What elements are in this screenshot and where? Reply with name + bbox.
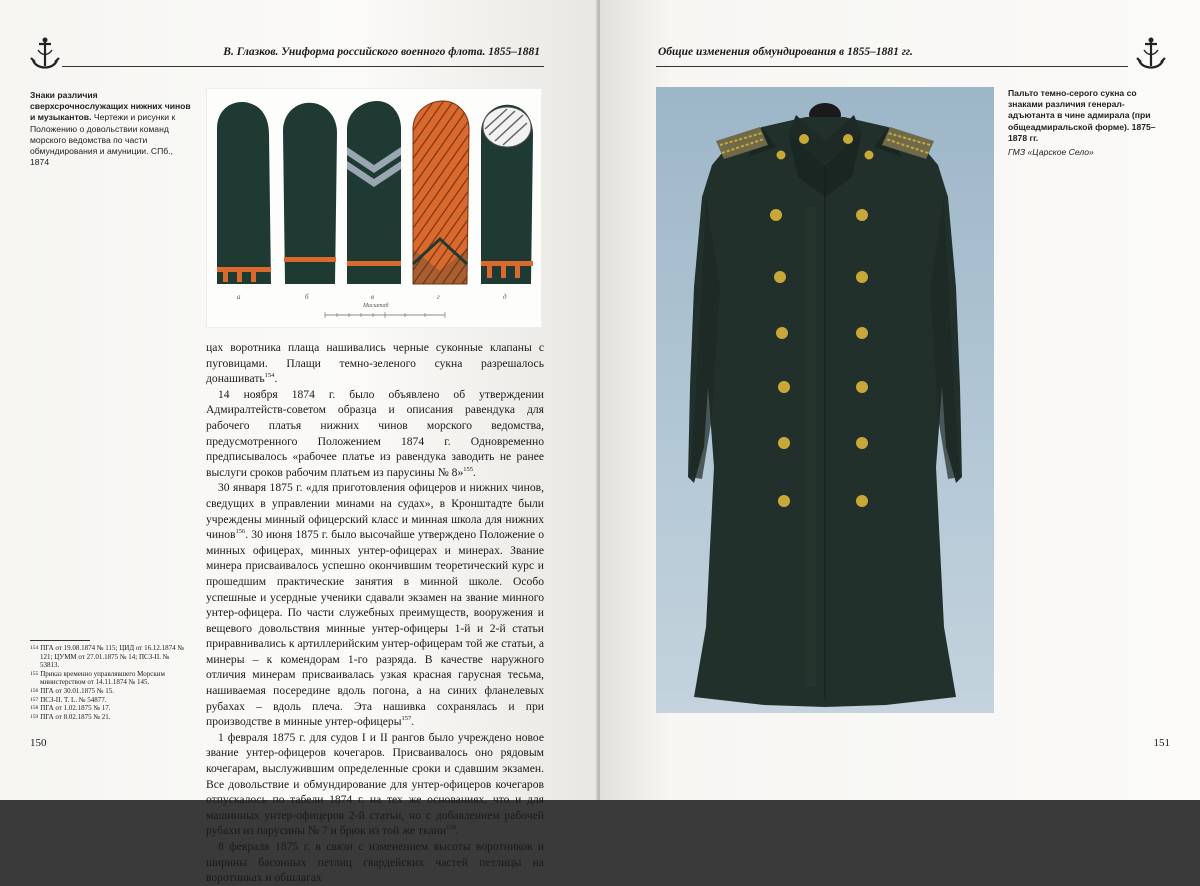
anchor-ornament-icon bbox=[28, 36, 62, 76]
paragraph: 1 февраля 1875 г. для судов I и II рангов было учреждено новое звание унтер-офицеров кочегаров. Присваивалось оно рядовым кочегарам, выслужившим определенные сроки и сдавшим экзамен. Все довольствие и обмундирование для унтер-офицеров кочегаров отпускалось по табели 1874 г. на тех же основаниях, что и для машинных унтер-офицеров 2-й статьи, но с добавлением рабочей рубахи из парусины № 7 и брюк из той же ткани$^{158}$. bbox=[206, 730, 544, 838]
shoulder-strap-illustration bbox=[207, 89, 543, 329]
footnote: $^{155}$ Приказ временно управлявшего Морским министерством от 14.11.1874 № 145. bbox=[30, 669, 165, 687]
strap-letter: б bbox=[305, 293, 309, 301]
scale-label: Масштаб bbox=[363, 303, 389, 309]
anchor-ornament-icon bbox=[1134, 36, 1168, 76]
strap-d bbox=[413, 101, 469, 284]
footnote: $^{157}$ ПСЗ-II. Т. L. № 54877. bbox=[30, 695, 107, 704]
caption-title: Знаки различия сверхсрочнослужащих нижних чинов и музыкантов. bbox=[30, 90, 191, 123]
caption-text: Чертежи и рисунки к Положению о довольствии команд морского ведомства по части обмундирования и амуниции. СПб., 1874 bbox=[30, 112, 176, 168]
footnotes bbox=[30, 644, 190, 721]
running-head: Общие изменения обмундирования в 1855–1881 гг. bbox=[658, 46, 913, 58]
footnote-ref[interactable]: 158 bbox=[446, 824, 456, 832]
body-text bbox=[206, 340, 544, 886]
left-page bbox=[0, 0, 598, 885]
footnote-ref[interactable]: 156 bbox=[235, 528, 246, 536]
footnote-ref[interactable]: 157 bbox=[401, 715, 412, 723]
footnote-rule bbox=[30, 640, 90, 641]
paragraph: 8 февраля 1875 г. в связи с изменением высоты воротников и ширины басонных петлиц гвардейских частей петлицы на воротниках и обшлагах bbox=[206, 840, 544, 885]
strap-letter: г bbox=[437, 293, 440, 301]
coat-photo bbox=[656, 87, 994, 713]
caption-source: ГМЗ «Царское Село» bbox=[1008, 147, 1094, 158]
caption-title: Пальто темно-серого сукна со знаками различия генерал-адъютанта в чине адмирала (при общеадмиральской форме). 1875–1878 гг. bbox=[1008, 88, 1156, 143]
page-number: 151 bbox=[1153, 737, 1170, 749]
strap-a bbox=[217, 102, 271, 284]
strap-letter: в bbox=[371, 293, 375, 301]
footnote-ref[interactable]: 154 bbox=[264, 372, 275, 380]
admiral-overcoat-image bbox=[656, 87, 994, 713]
paragraph: цах воротника плаща нашивались черные суконные клапаны с пуговицами. Плащи темно-зеленого сукна разрешалось донашивать$^{154}$. bbox=[206, 341, 544, 386]
header-rule bbox=[656, 66, 1128, 67]
plate-caption bbox=[30, 90, 192, 168]
running-head: В. Глазков. Униформа российского военного флота. 1855–1881 bbox=[223, 46, 540, 58]
strap-b bbox=[283, 103, 337, 284]
paragraph: 14 ноября 1874 г. было объявлено об утверждении Адмиралтейств-советом образца и описания равендука для рабочего платья нижних чинов морского ведомства, предусмотренного Положением 1874 г. Одновременно предписывалось «рабочее платье из равендука заводить не ранее выслуги сроков рабочим платьем из парусины № 8»$^{155}$. bbox=[206, 387, 544, 479]
page-number: 150 bbox=[30, 737, 47, 749]
footnote: $^{156}$ ПГА от 30.01.1875 № 15. bbox=[30, 686, 115, 695]
header-rule bbox=[62, 66, 544, 67]
paragraph: 30 января 1875 г. «для приготовления офицеров и нижних чинов, сведущих в управлении минами на судах», в Кронштадте были учреждены минный офицерский класс и минная школа для нижних чинов$^{156}$. 30 июня 1875 г. было высочайше утверждено Положение о минных офицерах, минных унтер-офицерах и минерах. Звание минера присваивалось успешно окончившим теоретический курс и прошедшим практические занятия в минной школе. Особо успешные и усердные ученики сдавали экзамен на звание минного унтер-офицера. По части служебных преимуществ, вооружения и вещевого довольствия минные унтер-офицеры 1-й и 2-й статьи приравнивались к артиллерийским унтер-офицерам той же статьи, а минеры – к комендорам 1-го разряда. В качестве наружного отличия минерам присваивалась узкая красная гарусная тесьма, нашиваемая посередине вдоль погона, а на синих фланелевых рубахах – вдоль плеча. Эта нашивка сохранялась и при производстве в минные унтер-офицеры$^{157}$. bbox=[206, 481, 544, 729]
footnote: $^{154}$ ПГА от 19.08.1874 № 115; ЦИД от 16.12.1874 № 121; ЦУММ от 27.01.1875 № 14; ПСЗ-II. № 53813. bbox=[30, 644, 185, 670]
footnote: $^{158}$ ПГА от 1.02.1875 № 17. bbox=[30, 704, 111, 713]
strap-letter: а bbox=[237, 293, 241, 301]
shoulder-strap-plate bbox=[206, 88, 542, 328]
strap-letter: д bbox=[503, 293, 507, 301]
footnote-ref[interactable]: 155 bbox=[463, 465, 474, 473]
photo-caption bbox=[1008, 88, 1168, 158]
footnote: $^{159}$ ПГА от 8.02.1875 № 21. bbox=[30, 712, 111, 721]
strap-c bbox=[347, 101, 401, 284]
strap-e bbox=[481, 105, 533, 284]
